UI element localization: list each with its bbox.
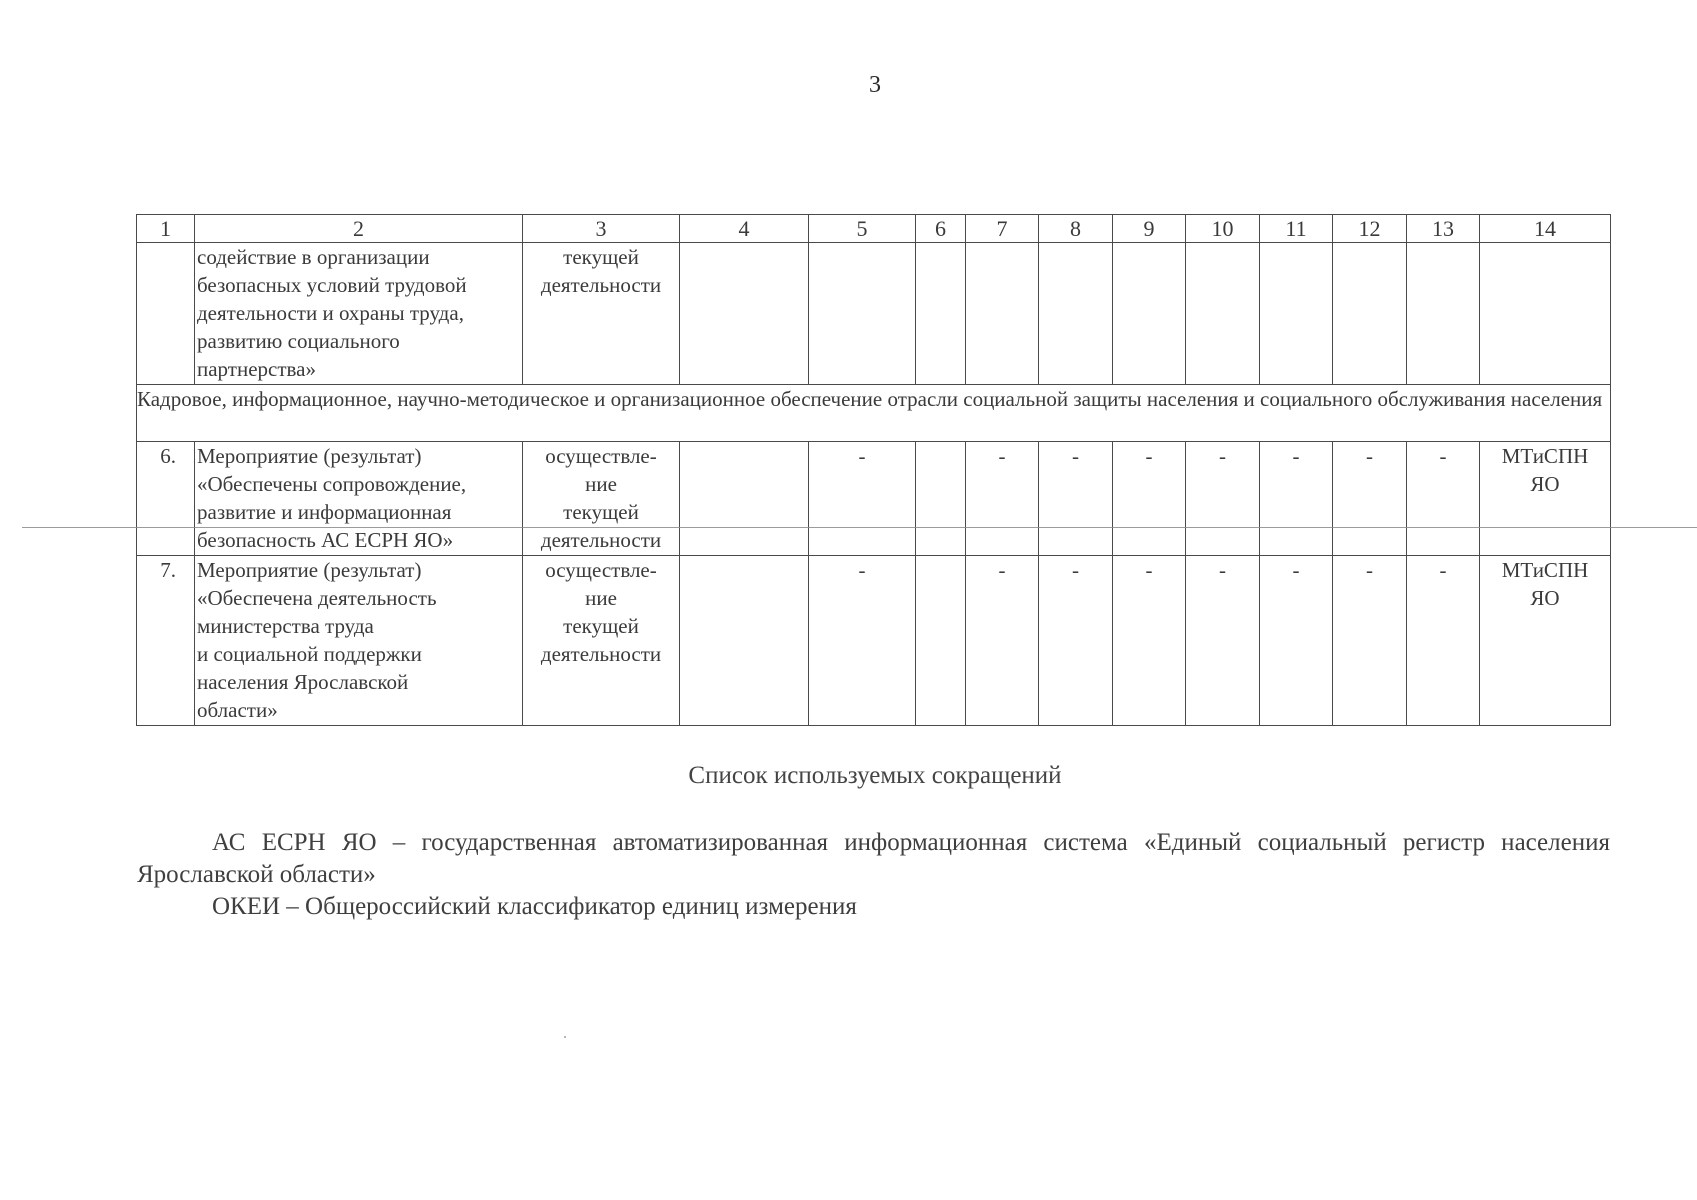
value-cell: [680, 556, 809, 726]
type-line: текущей: [563, 245, 639, 269]
header-cell: 4: [680, 215, 809, 243]
name-line: содействие в организации: [197, 245, 430, 269]
row-number-cell: [137, 243, 195, 385]
value-cell: [1039, 243, 1113, 385]
type-line: деятельности: [540, 528, 662, 552]
header-cell: 10: [1186, 215, 1260, 243]
type-line: деятельности: [540, 642, 662, 666]
type-line: деятельности: [540, 273, 662, 297]
header-cell: 12: [1333, 215, 1407, 243]
name-line: населения Ярославской: [197, 670, 409, 694]
header-cell: 5: [809, 215, 916, 243]
table-row: [137, 442, 1611, 556]
abbreviation-item: АС ЕСРН ЯО – государственная автоматизированная информационная система «Единый социальный регистр населения Ярославской области»: [137, 829, 1610, 888]
value-cell: -: [809, 442, 916, 556]
table-section-row: [137, 385, 1611, 442]
type-line: текущей: [563, 614, 639, 638]
name-line: «Обеспечена деятельность: [197, 586, 437, 610]
value-cell: -: [1333, 556, 1407, 726]
name-line: Мероприятие (результат): [197, 558, 422, 582]
value-cell: -: [1039, 556, 1113, 726]
value-cell: -: [1260, 556, 1333, 726]
value-cell: -: [1186, 556, 1260, 726]
type-line: осуществле-: [545, 444, 657, 468]
row-number-cell: 6.: [137, 442, 195, 556]
section-title: Кадровое, информационное, научно-методическое и организационное обеспечение отрасли социальной защиты населения и социального обслуживания населения: [137, 385, 1611, 442]
value-cell: [680, 442, 809, 556]
row-number-cell: 7.: [137, 556, 195, 726]
header-cell: 7: [966, 215, 1039, 243]
value-cell: [1333, 243, 1407, 385]
name-line: министерства труда: [197, 614, 374, 638]
table-row-continuation: [137, 243, 1611, 385]
value-cell: [916, 556, 966, 726]
value-cell: -: [1113, 442, 1186, 556]
responsible-line: ЯО: [1530, 472, 1560, 496]
abbreviations-heading: Список используемых сокращений: [688, 762, 1062, 789]
header-cell: 2: [195, 215, 523, 243]
value-cell: [916, 442, 966, 556]
type-line: текущей: [563, 500, 639, 524]
type-line: ние: [585, 586, 617, 610]
value-cell: [966, 243, 1039, 385]
value-cell: -: [1186, 442, 1260, 556]
value-cell: [680, 243, 809, 385]
responsible-cell: [1480, 556, 1611, 726]
header-cell: 6: [916, 215, 966, 243]
name-line: развитию социального: [197, 329, 400, 353]
value-cell: [809, 243, 916, 385]
abbreviation-item: ОКЕИ – Общероссийский классификатор единиц измерения: [212, 893, 857, 920]
value-cell: [1407, 243, 1480, 385]
name-line: развитие и информационная: [197, 500, 452, 524]
value-cell: -: [1407, 442, 1480, 556]
name-line: «Обеспечены сопровождение,: [197, 472, 467, 496]
responsible-line: ЯО: [1530, 586, 1560, 610]
scan-artifact-line: [22, 527, 1697, 528]
value-cell: -: [966, 442, 1039, 556]
header-cell: 9: [1113, 215, 1186, 243]
header-cell: 1: [137, 215, 195, 243]
name-line: области»: [197, 698, 278, 722]
header-cell: 14: [1480, 215, 1611, 243]
value-cell: -: [1260, 442, 1333, 556]
header-cell: 8: [1039, 215, 1113, 243]
name-line: партнерства»: [197, 357, 316, 381]
activity-type-cell: [523, 556, 680, 726]
responsible-line: МТиСПН: [1501, 444, 1589, 468]
activity-name-cell: [195, 243, 523, 385]
type-line: осуществле-: [545, 558, 657, 582]
activity-name-cell: [195, 556, 523, 726]
value-cell: [1113, 243, 1186, 385]
activity-type-cell: [523, 442, 680, 556]
responsible-line: МТиСПН: [1501, 558, 1589, 582]
value-cell: -: [809, 556, 916, 726]
header-cell: 3: [523, 215, 680, 243]
table-row: [137, 556, 1611, 726]
page-number: 3: [869, 72, 881, 98]
name-line: безопасность АС ЕСРН ЯО»: [197, 528, 454, 552]
value-cell: [1260, 243, 1333, 385]
name-line: безопасных условий трудовой: [197, 273, 467, 297]
responsible-cell: [1480, 243, 1611, 385]
value-cell: -: [1039, 442, 1113, 556]
name-line: деятельности и охраны труда,: [197, 301, 464, 325]
header-cell: 11: [1260, 215, 1333, 243]
value-cell: -: [966, 556, 1039, 726]
scan-artifact-dot: [564, 1036, 566, 1038]
name-line: и социальной поддержки: [197, 642, 422, 666]
value-cell: [1186, 243, 1260, 385]
activity-name-cell: [195, 442, 523, 556]
table-header-row: [137, 215, 1611, 243]
value-cell: -: [1113, 556, 1186, 726]
type-line: ние: [585, 472, 617, 496]
plan-table: [136, 214, 1611, 726]
value-cell: -: [1333, 442, 1407, 556]
activity-type-cell: [523, 243, 680, 385]
value-cell: -: [1407, 556, 1480, 726]
header-cell: 13: [1407, 215, 1480, 243]
value-cell: [916, 243, 966, 385]
name-line: Мероприятие (результат): [197, 444, 422, 468]
responsible-cell: [1480, 442, 1611, 556]
